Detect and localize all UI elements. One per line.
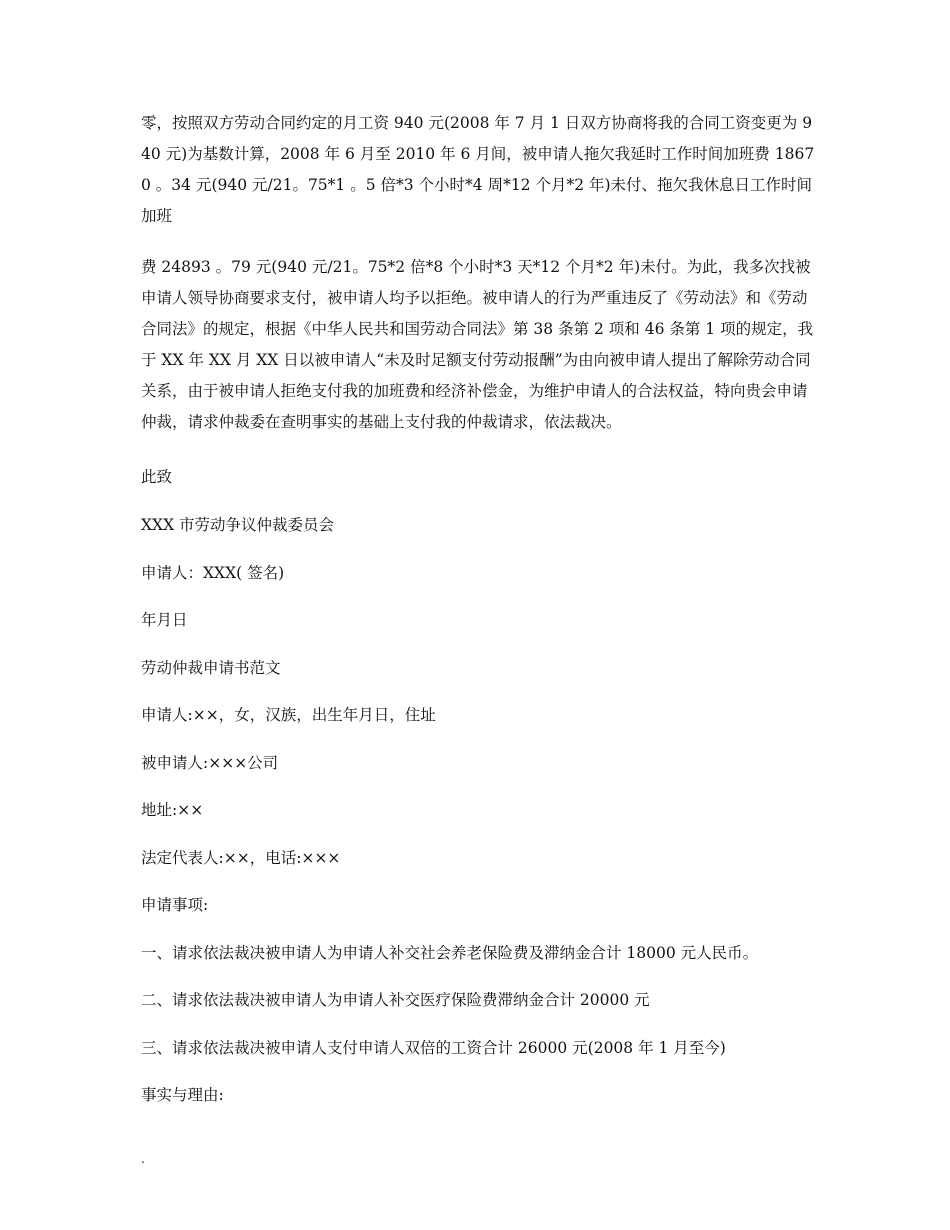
footer-mark: . bbox=[141, 1152, 145, 1166]
signature-line: 申请人：XXX( 签名) bbox=[141, 564, 285, 582]
section-title: 劳动仲裁申请书范文 bbox=[141, 659, 281, 677]
claim-item-1: 一、请求依法裁决被申请人为申请人补交社会养老保险费及滞纳金合计 18000 元人民币。 bbox=[141, 944, 759, 962]
legal-representative-info: 法定代表人:××，电话:××× bbox=[141, 849, 341, 867]
claim-item-3: 三、请求依法裁决被申请人支付申请人双倍的工资合计 26000 元(2008 年 1 月至今) bbox=[141, 1039, 726, 1057]
body-paragraph-2: 费 24893 。79 元(940 元/21。75*2 倍*8 个小时*3 天*12 个月*2 年)未付。为此，我多次找被申请人领导协商要求支付，被申请人均予以拒绝。被申请人的行为严重违反了《劳动法》和《劳动合同法》的规定，根据《中华人民共和国劳动合同法》第 38 条第 2 项和 46 条第 1 项的规定，我于 XX 年 XX 月 XX 日以被申请人“未及时足额支付劳动报酬”为由向被申请人提出了解除劳动合同关系，由于被申请人拒绝支付我的加班费和经济补偿金，为维护申请人的合法权益，特向贵会申请仲裁，请求仲裁委在查明事实的基础上支付我的仲裁请求，依法裁决。 bbox=[141, 258, 814, 431]
salutation: 此致 bbox=[141, 468, 173, 486]
date-line: 年月日 bbox=[141, 611, 188, 629]
recipient: XXX 市劳动争议仲裁委员会 bbox=[141, 516, 335, 534]
respondent-info: 被申请人:×××公司 bbox=[141, 754, 279, 772]
claims-heading: 申请事项: bbox=[141, 896, 209, 914]
applicant-info: 申请人:××，女，汉族，出生年月日，住址 bbox=[141, 706, 436, 724]
claim-item-2: 二、请求依法裁决被申请人为申请人补交医疗保险费滞纳金合计 20000 元 bbox=[141, 991, 650, 1009]
body-paragraph-1: 零，按照双方劳动合同约定的月工资 940 元(2008 年 7 月 1 日双方协商将我的合同工资变更为 940 元)为基数计算，2008 年 6 月至 2010 年 6 月间，被申请人拖欠我延时工作时间加班费 18670 。34 元(940 元/21。75*1 。5 倍*3 个小时*4 周*12 个月*2 年)未付、拖欠我休息日工作时间加班 bbox=[141, 114, 815, 225]
facts-heading: 事实与理由: bbox=[141, 1086, 224, 1104]
address-info: 地址:×× bbox=[141, 801, 204, 819]
